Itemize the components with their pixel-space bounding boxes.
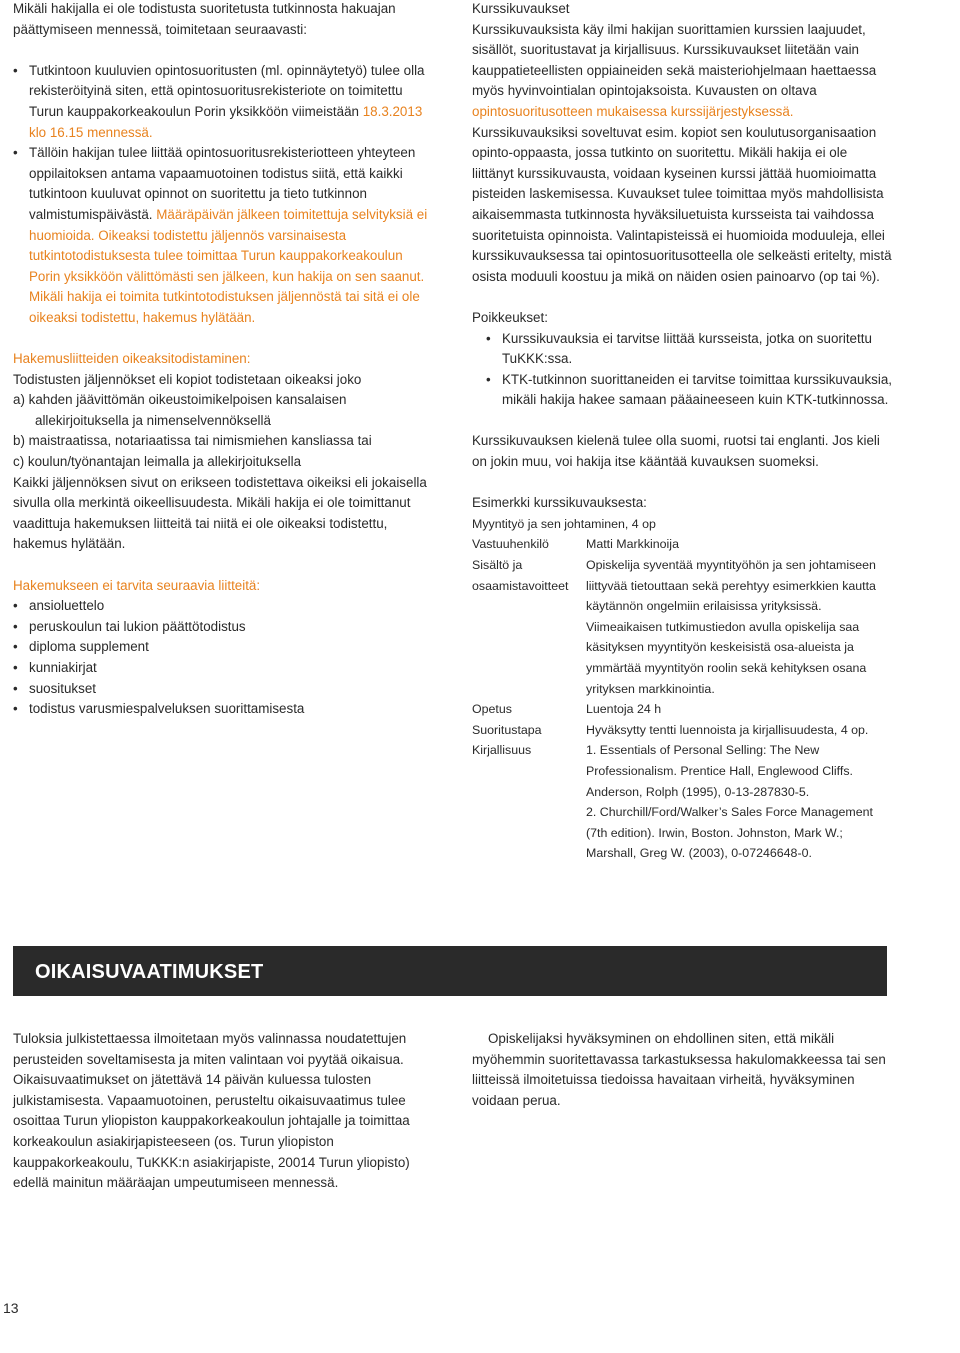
order-requirement: opintosuoritusotteen mukaisessa kurssijärjestyksessä. [472, 103, 794, 119]
intro-paragraph: Mikäli hakijalla ei ole todistusta suoritetusta tutkinnosta hakuajan päättymiseen mennessä, toimitetaan seuraavasti: [13, 1, 396, 37]
certification-option-c: c) koulun/työnantajan leimalla ja allekirjoituksella [13, 454, 302, 470]
certification-heading: Hakemusliitteiden oikeaksitodistaminen: [13, 351, 251, 367]
list-item: • kunniakirjat [13, 658, 433, 679]
row-key: Vastuuhenkilö [472, 537, 549, 552]
deadline-date: 18.3.2013 klo 16.15 mennessä. [29, 103, 423, 140]
section-banner [13, 946, 887, 996]
row-key: Opetus [472, 702, 512, 717]
row-key: Suoritustapa [472, 722, 542, 737]
row-value: Hyväksytty tentti luennoista ja kirjallisuudesta, 4 op. [586, 722, 869, 737]
certification-lead: Todistusten jäljennökset eli kopiot todistetaan oikeaksi joko [13, 371, 362, 387]
example-heading: Esimerkki kurssikuvauksesta: [472, 495, 647, 511]
list-item: • ansioluettelo [13, 596, 433, 617]
exceptions-list [472, 329, 892, 411]
course-description-paragraph [472, 20, 892, 288]
appeal-paragraph: Tuloksia julkistettaessa ilmoitetaan myös valinnassa noudatettujen perusteiden soveltamisesta ja miten valintaan voi pyytää oikaisua. Oikaisuvaatimukset on jätettävä 14 päivän kuluessa tulosten julkistamisesta. Vapaamuotoinen, perusteltu oikaisuvaatimus tulee osoittaa Turun yliopiston kauppakorkeakoulun johtajalle ja toimittaa korkeakoulun asiakirjapisteeseen (os. Turun yliopiston kauppakorkeakoulu, TuKKK:n asiakirjapiste, 20014 Turun yliopisto) edellä mainitun määräajan umpeutumiseen mennessä. [13, 1031, 410, 1191]
bullet-note: Määräpäivän jälkeen toimitettuja selvityksiä ei huomioida. Oikeaksi todistettu jäljennös varsinaisesta tutkintotodistuksesta tulee toimittaa Turun kauppakorkeakoulun Porin yksikköön välittömästi sen jälkeen, kun hakija on sen saanut. Mikäli hakija ei toimita tutkintotodistuksen jäljennöstä tai sitä ei ole oikeaksi todistettu, hakemus hylätään. [29, 206, 428, 325]
paragraph-text: Kurssikuvauksista käy ilmi hakijan suorittamien kurssien laajuudet, sisällöt, suoritustavat ja kirjallisuus. Kurssikuvaukset liitetään vain kauppatieteellisten oppiaineiden sekä maisteriohjelmaan haettaessa myös hyvinvointialan opintojaksoista. Kuvausten on oltava [472, 21, 877, 99]
table-row [472, 534, 892, 555]
list-item [13, 61, 433, 143]
banner-title: OIKAISUVAATIMUKSET [35, 961, 264, 983]
not-required-list [13, 596, 433, 720]
left-column [13, 0, 433, 720]
example-table [472, 534, 892, 864]
right-column [472, 0, 892, 864]
table-row [472, 720, 892, 741]
list-item: • todistus varusmiespalveluksen suorittamisesta [13, 699, 433, 720]
example-course-title: Myyntityö ja sen johtaminen, 4 op [472, 516, 656, 531]
certification-option-b: b) maistraatissa, notariaatissa tai nimismiehen kansliassa tai [13, 433, 372, 449]
list-item: • diploma supplement [13, 637, 433, 658]
bullet-text: Tutkintoon kuuluvien opintosuoritusten (ml. opinnäytetyö) tulee olla rekisteröityinä siten, että opintosuoritusrekisteriote on toimitettu Turun kauppakorkeakoulun Porin yksikköön viimeistään [29, 62, 425, 119]
list-item: • suositukset [13, 679, 433, 700]
section-heading: Kurssikuvaukset [472, 1, 570, 16]
row-value: Matti Markkinoija [586, 537, 679, 552]
certification-option-a: a) kahden jäävittömän oikeustoimikelpoisen kansalaisen allekirjoituksella ja nimenselvennöksellä [13, 392, 347, 428]
row-key: Sisältö ja osaamistavoitteet [472, 558, 569, 593]
row-value: Opiskelija syventää myyntityöhön ja sen johtamiseen liittyvää tietouttaan sekä perehtyy esimerkkien kautta käytännön ongelmiin erilaisissa yrityksissä. Viimeaikaisen tutkimustiedon avulla opiskelija saa käsityksen myyntityön keskeisistä osa-alueista ja ymmärtää myyntityön roolin sekä kehityksen osana yrityksen markkinointia. [586, 558, 876, 696]
page-number: 13 [3, 1300, 19, 1316]
table-row [472, 555, 892, 699]
list-item: • KTK-tutkinnon suorittaneiden ei tarvitse toimittaa kurssikuvauksia, mikäli hakija hakee samaan pääaineeseen kuin KTK-tutkinnossa. [472, 370, 892, 411]
list-item [13, 143, 433, 328]
row-value: Luentoja 24 h [586, 702, 662, 717]
paragraph-text: Kurssikuvauksiksi soveltuvat esim. kopiot sen koulutusorganisaation opinto-oppaasta, jossa tutkinto on suoritettu. Mikäli hakija ei ole liittänyt kurssikuvausta, voidaan kyseinen kurssi jättää huomioimatta pisteiden laskemisessa. Kuvaukset tulee toimittaa myös mahdollisista aikaisemmasta tutkinnosta hyväksiluetuista kursseista tai vaihdossa suoritetuista opinnoista. Valintapisteissä ei huomioida moduuleja, ellei kurssikuvauksessa tai opintosuoritusotteella ole selkeästi eritelty, mistä osista moduuli koostuu ja mikä on näiden osien painoarvo (op tai %). [472, 124, 892, 284]
deadline-bullets [13, 61, 433, 329]
not-required-heading: Hakemukseen ei tarvita seuraavia liitteitä: [13, 577, 261, 593]
row-key: Kirjallisuus [472, 743, 532, 758]
exceptions-heading: Poikkeukset: [472, 309, 548, 325]
table-row [472, 740, 892, 864]
certification-body: Kaikki jäljennöksen sivut on erikseen todistettava oikeiksi eli jokaisella sivulla olla merkintä oikeellisuudesta. Mikäli hakija ei ole toimittanut vaadittuja hakemuksen liitteitä tai niitä ei ole oikeaksi todistettu, hakemus hylätään. [13, 474, 427, 552]
list-item: • peruskoulun tai lukion päättötodistus [13, 617, 433, 638]
row-value: 1. Essentials of Personal Selling: The New Professionalism. Prentice Hall, Englewood Cliffs. Anderson, Rolph (1995), 0-13-287830-5. 2. Churchill/Ford/Walker’s Sales Force Management (7th edition). Irwin, Boston. Johnston, Mark W.; Marshall, Greg W. (2003), 0-07246648-0. [586, 743, 873, 861]
conditional-admission-paragraph: Opiskelijaksi hyväksyminen on ehdollinen siten, että mikäli myöhemmin suoritettavassa tarkastuksessa hakulomakkeessa tai sen liitteissä ilmoitetuissa tiedoissa havaitaan virheitä, hyväksyminen voidaan perua. [472, 1031, 886, 1108]
table-row [472, 699, 892, 720]
list-item: • Kurssikuvauksia ei tarvitse liittää kursseista, jotka on suoritettu TuKKK:ssa. [472, 329, 892, 370]
language-paragraph: Kurssikuvauksen kielenä tulee olla suomi, ruotsi tai englanti. Jos kieli on jokin muu, voi hakija itse kääntää kuvauksen suomeksi. [472, 433, 880, 470]
bullet-text: Tällöin hakijan tulee liittää opintosuoritusrekisteriotteen yhteyteen oppilaitoksen antama vapaamuotoinen todistus siitä, että kaikki tutkintoon kuuluvat opinnot on suoritettu ja tieto tutkinnon valmistumispäivästä. [29, 145, 416, 222]
